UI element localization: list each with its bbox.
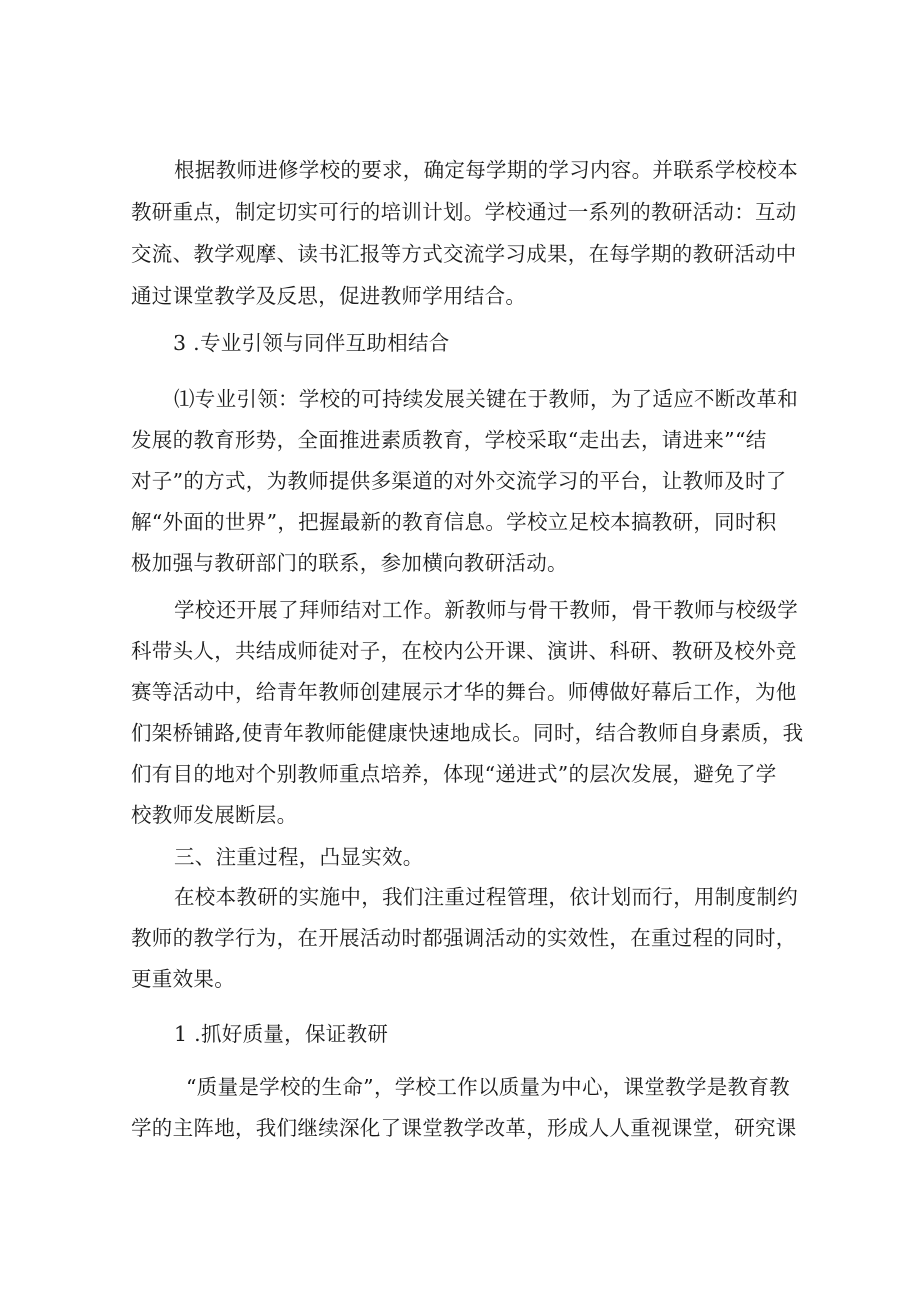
text-line: 极加强与教研部门的联系，参加横向教研活动。 [131, 551, 568, 575]
text-line: 发展的教育形势，全面推进素质教育，学校采取“走出去，请进来”“结 [131, 428, 767, 452]
text-line: 更重效果。 [131, 967, 235, 991]
text-line: ⑴专业引领：学校的可持续发展关键在于教师，为了适应不断改革和 [174, 387, 798, 411]
section-heading: 3 .专业引领与同伴互助相结合 [173, 331, 450, 355]
text-line: 教师的教学行为，在开展活动时都强调活动的实效性，在重过程的同时， [131, 926, 797, 950]
text-line: 解“外面的世界”，把握最新的教育信息。学校立足校本搞教研，同时积 [131, 510, 777, 534]
section-heading: 1 .抓好质量，保证教研 [174, 1022, 389, 1046]
text-line: 科带头人，共结成师徒对子，在校内公开课、演讲、科研、教研及校外竞 [131, 639, 797, 663]
text-line: 学的主阵地，我们继续深化了课堂教学改革，形成人人重视课堂，研究课 [131, 1116, 797, 1140]
text-line: 们架桥铺路,使青年教师能健康快速地成长。同时，结合教师自身素质，我 [131, 721, 804, 745]
text-line: 学校还开展了拜师结对工作。新教师与骨干教师，骨干教师与校级学 [174, 598, 798, 622]
text-line: 对子”的方式，为教师提供多渠道的对外交流学习的平台，让教师及时了 [131, 469, 787, 493]
section-heading: 三、注重过程，凸显实效。 [174, 845, 424, 869]
text-line: “质量是学校的生命”，学校工作以质量为中心，课堂教学是教育教 [186, 1075, 790, 1099]
text-line: 交流、教学观摩、读书汇报等方式交流学习成果，在每学期的教研活动中 [131, 242, 797, 266]
text-line: 在校本教研的实施中，我们注重过程管理，依计划而行，用制度制约 [174, 885, 798, 909]
text-line: 赛等活动中，给青年教师创建展示才华的舞台。师傅做好幕后工作，为他 [131, 680, 797, 704]
text-line: 校教师发展断层。 [131, 803, 298, 827]
text-line: 根据教师进修学校的要求，确定每学期的学习内容。并联系学校校本 [174, 158, 798, 182]
text-line: 教研重点，制定切实可行的培训计划。学校通过一系列的教研活动：互动 [131, 200, 797, 224]
text-line: 通过课堂教学及反思，促进教师学用结合。 [131, 284, 527, 308]
text-line: 们有目的地对个别教师重点培养，体现“递进式”的层次发展，避免了学 [131, 762, 777, 786]
